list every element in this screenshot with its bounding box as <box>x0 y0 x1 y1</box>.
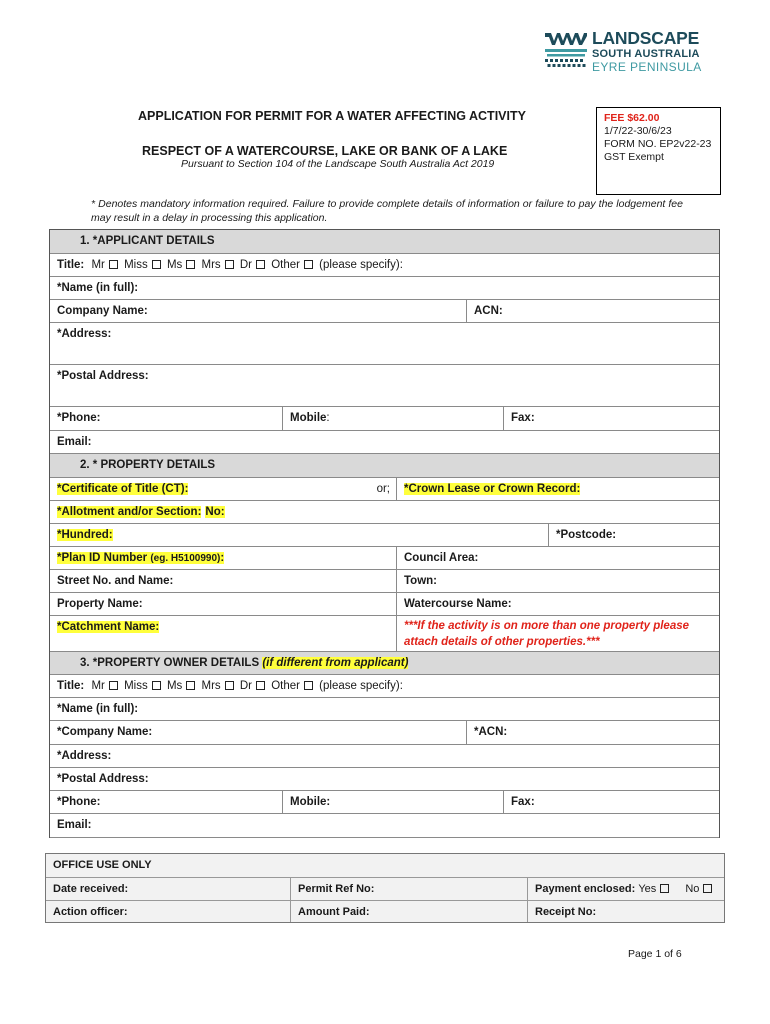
logo-line-3: EYRE PENINSULA <box>592 59 702 74</box>
owner-title-label: Title: <box>57 680 85 692</box>
owner-title-option-dr: Dr <box>239 680 252 692</box>
company-name-label: Company Name: <box>57 305 148 317</box>
address-label: *Address: <box>57 328 112 340</box>
applicant-company-row <box>50 300 719 323</box>
date-received-label: Date received: <box>53 883 129 895</box>
mobile-field[interactable] <box>283 407 504 430</box>
payment-yes-label: Yes <box>638 883 657 895</box>
acn-field[interactable] <box>467 300 719 322</box>
multi-property-note-cell <box>397 616 719 651</box>
form-title: APPLICATION FOR PERMIT FOR A WATER AFFECTING ACTIVITY <box>138 109 526 123</box>
page-number: Page 1 of 6 <box>628 948 682 960</box>
owner-title-option-miss: Miss <box>124 680 148 692</box>
owner-checkbox-mrs[interactable] <box>225 681 234 690</box>
title-specify: (please specify): <box>319 259 403 271</box>
owner-title-option-mrs: Mrs <box>201 680 221 692</box>
property-plan-row <box>50 547 719 570</box>
section-1-header <box>50 230 719 254</box>
form-number: FORM NO. EP2v22-23 <box>604 138 712 150</box>
catchment-field[interactable] <box>50 616 397 651</box>
action-officer-field[interactable] <box>46 901 291 922</box>
logo-text <box>592 30 702 73</box>
section-2-header <box>50 454 719 478</box>
council-area-field[interactable] <box>397 547 719 569</box>
payment-yes-checkbox[interactable] <box>660 884 669 893</box>
applicant-address-row[interactable] <box>50 323 719 365</box>
amount-paid-field[interactable] <box>291 901 528 922</box>
title-option-mrs: Mrs <box>201 259 221 271</box>
office-row-1 <box>46 877 724 900</box>
payment-enclosed-label: Payment enclosed: <box>535 883 636 895</box>
property-hundred-row <box>50 524 719 547</box>
action-officer-label: Action officer: <box>53 906 128 918</box>
owner-postal-row[interactable] <box>50 768 719 791</box>
checkbox-ms[interactable] <box>186 260 195 269</box>
owner-company-label: *Company Name: <box>57 726 153 738</box>
office-use-box <box>45 853 725 923</box>
applicant-email-row[interactable] <box>50 431 719 454</box>
applicant-name-label: *Name (in full): <box>57 282 139 294</box>
allotment-label: *Allotment and/or Section: <box>57 506 202 518</box>
owner-checkbox-dr[interactable] <box>256 681 265 690</box>
fee-amount: FEE $62.00 <box>604 112 660 124</box>
title-option-other: Other <box>271 259 300 271</box>
plan-id-label: *Plan ID Number <box>57 552 148 564</box>
owner-title-option-other: Other <box>271 680 300 692</box>
owner-email-row[interactable] <box>50 814 719 838</box>
fax-field[interactable] <box>504 407 719 430</box>
catchment-label: *Catchment Name: <box>57 621 160 633</box>
applicant-phone-row <box>50 407 719 431</box>
owner-fax-field[interactable] <box>504 791 719 813</box>
title-options <box>87 259 402 271</box>
applicant-name-row[interactable] <box>50 277 719 300</box>
owner-checkbox-other[interactable] <box>304 681 313 690</box>
section-3-heading: 3. *PROPERTY OWNER DETAILS <box>80 657 260 669</box>
office-heading-row <box>46 854 724 877</box>
crown-lease-label: *Crown Lease or Crown Record: <box>404 483 581 495</box>
owner-mobile-label: Mobile: <box>290 796 331 808</box>
form-subtitle: RESPECT OF A WATERCOURSE, LAKE OR BANK OF A LAKE <box>142 144 508 158</box>
owner-address-label: *Address: <box>57 750 112 762</box>
multi-property-note: ***If the activity is on more than one property please attach details of other properties.*** <box>404 620 690 648</box>
application-form <box>49 229 720 838</box>
applicant-postal-row[interactable] <box>50 365 719 407</box>
property-ct-row <box>50 478 719 501</box>
town-label: Town: <box>404 575 437 587</box>
permit-ref-field[interactable] <box>291 878 528 900</box>
owner-company-field[interactable] <box>50 721 467 744</box>
logo-line-2: SOUTH AUSTRALIA <box>592 47 700 60</box>
owner-checkbox-mr[interactable] <box>109 681 118 690</box>
checkbox-mrs[interactable] <box>225 260 234 269</box>
owner-address-row[interactable] <box>50 745 719 768</box>
owner-checkbox-miss[interactable] <box>152 681 161 690</box>
council-area-label: Council Area: <box>404 552 479 564</box>
owner-phone-label: *Phone: <box>57 796 101 808</box>
watercourse-label: Watercourse Name: <box>404 598 512 610</box>
property-catchment-row <box>50 616 719 652</box>
mobile-colon: : <box>326 412 330 424</box>
plan-id-colon: : <box>220 552 225 564</box>
hundred-field[interactable] <box>50 524 549 546</box>
plan-id-field[interactable] <box>50 547 397 569</box>
office-row-2 <box>46 900 724 922</box>
wave-logo-icon <box>545 31 587 71</box>
fee-dates: 1/7/22-30/6/23 <box>604 125 672 137</box>
pursuant-note: Pursuant to Section 104 of the Landscape South Australia Act 2019 <box>181 158 495 170</box>
checkbox-dr[interactable] <box>256 260 265 269</box>
owner-name-label: *Name (in full): <box>57 703 139 715</box>
owner-phone-field[interactable] <box>50 791 283 813</box>
phone-label: *Phone: <box>57 412 101 424</box>
property-name-row <box>50 593 719 616</box>
landscape-sa-logo <box>545 30 715 74</box>
payment-no-label: No <box>685 883 700 895</box>
postal-address-label: *Postal Address: <box>57 370 149 382</box>
amount-paid-label: Amount Paid: <box>298 906 370 918</box>
owner-title-option-mr: Mr <box>91 680 105 692</box>
or-label: or; <box>376 483 390 495</box>
postcode-label: *Postcode: <box>556 529 617 541</box>
title-label: Title: <box>57 259 85 271</box>
section-3-header <box>50 652 719 675</box>
property-allotment-row[interactable] <box>50 501 719 524</box>
allotment-no-label: No: <box>205 506 225 518</box>
permit-ref-label: Permit Ref No: <box>298 883 375 895</box>
gst-status: GST Exempt <box>604 151 664 163</box>
owner-title-options <box>87 680 402 692</box>
owner-fax-label: Fax: <box>511 796 535 808</box>
applicant-title-row <box>50 254 719 277</box>
owner-postal-label: *Postal Address: <box>57 773 149 785</box>
street-label: Street No. and Name: <box>57 575 174 587</box>
fax-label: Fax: <box>511 412 535 424</box>
section-2-heading: 2. * PROPERTY DETAILS <box>80 459 216 471</box>
owner-title-specify: (please specify): <box>319 680 403 692</box>
title-option-ms: Ms <box>166 259 183 271</box>
checkbox-other[interactable] <box>304 260 313 269</box>
owner-mobile-field[interactable] <box>283 791 504 813</box>
postcode-field[interactable] <box>549 524 719 546</box>
owner-name-row[interactable] <box>50 698 719 721</box>
owner-checkbox-ms[interactable] <box>186 681 195 690</box>
property-street-row <box>50 570 719 593</box>
phone-field[interactable] <box>50 407 283 430</box>
date-received-field[interactable] <box>46 878 291 900</box>
checkbox-miss[interactable] <box>152 260 161 269</box>
title-option-dr: Dr <box>239 259 252 271</box>
title-option-mr: Mr <box>91 259 105 271</box>
logo-line-1: LANDSCAPE <box>592 28 700 48</box>
title-option-miss: Miss <box>124 259 148 271</box>
receipt-no-field[interactable] <box>528 901 724 922</box>
checkbox-mr[interactable] <box>109 260 118 269</box>
crown-lease-field[interactable] <box>397 478 719 500</box>
owner-acn-field[interactable] <box>467 721 719 744</box>
fee-box <box>596 107 721 195</box>
acn-label: ACN: <box>474 305 503 317</box>
mobile-label: Mobile <box>290 412 327 424</box>
payment-no-checkbox[interactable] <box>703 884 712 893</box>
owner-title-option-ms: Ms <box>166 680 183 692</box>
owner-title-row <box>50 675 719 698</box>
section-3-heading-note: (if different from applicant) <box>262 657 409 669</box>
hundred-label: *Hundred: <box>57 529 113 541</box>
property-name-field[interactable] <box>50 593 397 615</box>
owner-company-row <box>50 721 719 745</box>
certificate-of-title-label: *Certificate of Title (CT): <box>57 483 189 495</box>
mandatory-note: * Denotes mandatory information required. Failure to provide complete details of information or failure to pay the lodgement fee may result in a delay in processing this application. <box>91 198 683 224</box>
property-name-label: Property Name: <box>57 598 143 610</box>
company-name-field[interactable] <box>50 300 467 322</box>
office-heading: OFFICE USE ONLY <box>53 859 152 871</box>
street-field[interactable] <box>50 570 397 592</box>
receipt-no-label: Receipt No: <box>535 906 597 918</box>
watercourse-field[interactable] <box>397 593 719 615</box>
email-label: Email: <box>57 436 92 448</box>
owner-acn-label: *ACN: <box>474 726 508 738</box>
plan-id-example: (eg. H5100990) <box>150 553 221 564</box>
town-field[interactable] <box>397 570 719 592</box>
section-1-heading: 1. *APPLICANT DETAILS <box>80 235 215 247</box>
payment-enclosed-field <box>528 878 724 900</box>
owner-email-label: Email: <box>57 819 92 831</box>
owner-phone-row <box>50 791 719 814</box>
certificate-of-title-field[interactable] <box>50 478 397 500</box>
